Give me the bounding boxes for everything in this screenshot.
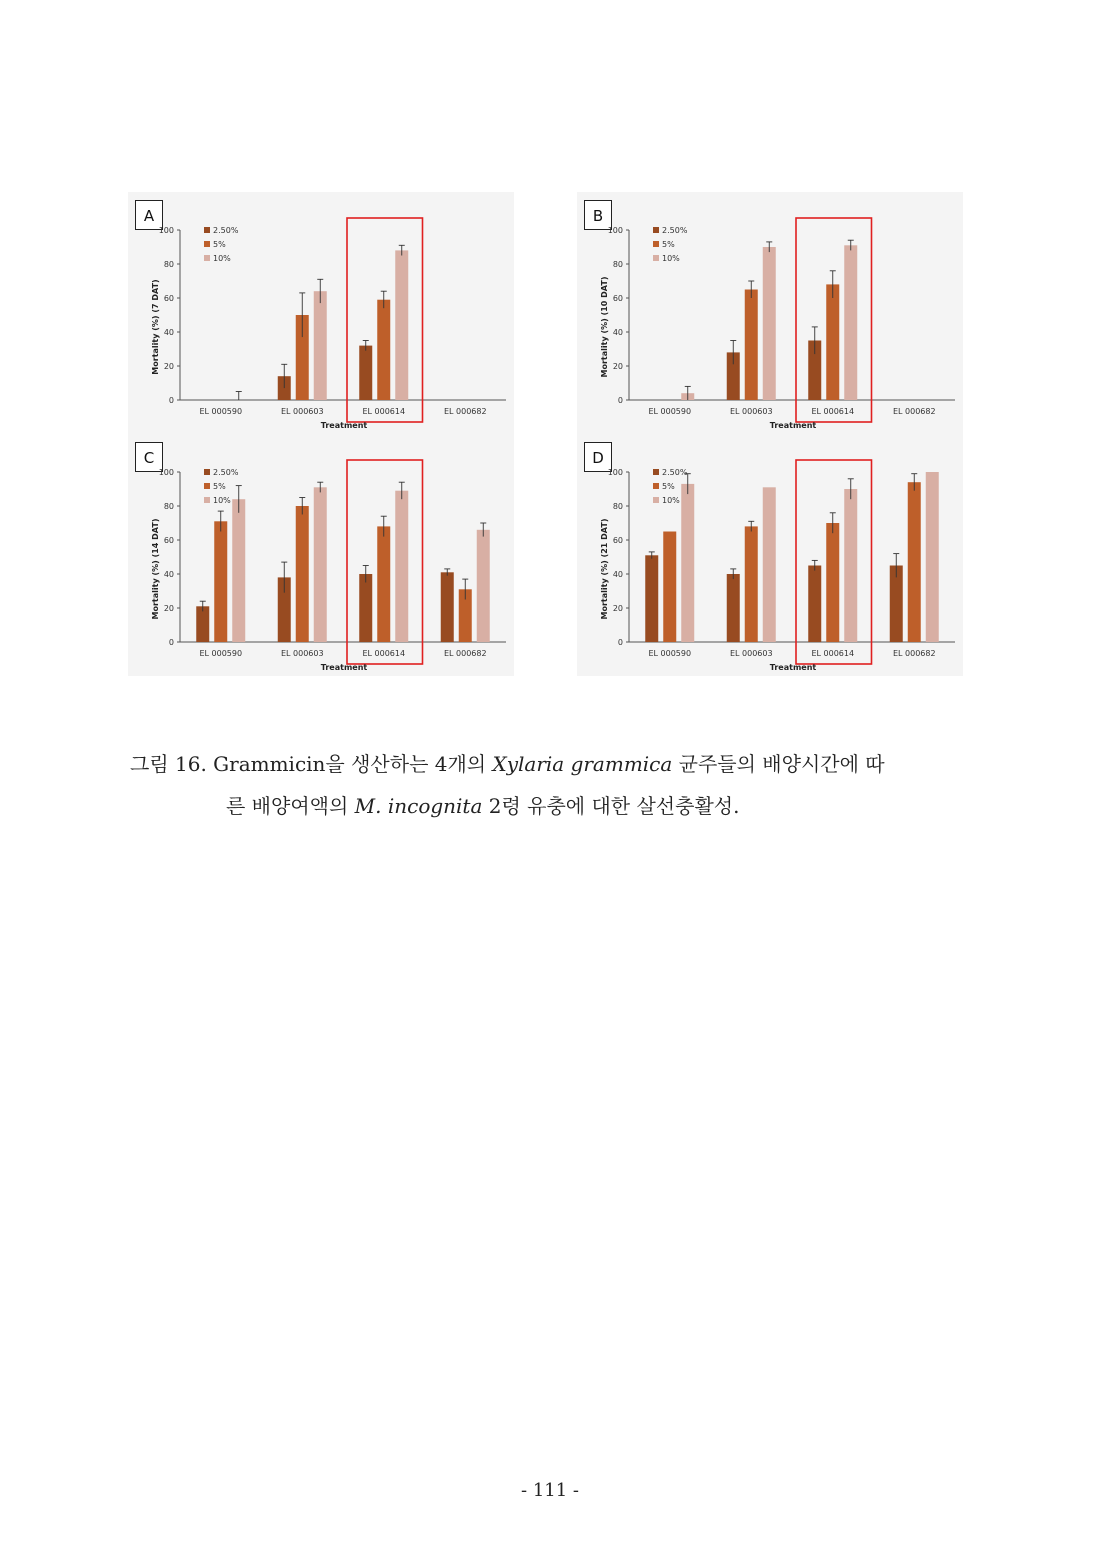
y-tick-label: 100 (607, 468, 623, 477)
bar (377, 526, 390, 642)
chart-panel-c (128, 434, 514, 676)
x-tick-label: EL 000590 (648, 407, 692, 416)
x-tick-label: EL 000603 (280, 407, 324, 416)
x-tick-label: EL 000614 (811, 649, 855, 658)
y-tick-label: 40 (612, 570, 623, 579)
bar (727, 574, 740, 642)
legend-label: 10% (662, 496, 680, 505)
y-tick-label: 100 (158, 468, 174, 477)
y-tick-label: 20 (163, 604, 174, 613)
mortality-bar-charts (128, 192, 964, 688)
caption-line1-prefix: 그림 16. Grammicin을 생산하는 4개의 (130, 752, 493, 776)
x-axis-title: Treatment (320, 421, 368, 430)
legend-swatch (653, 241, 659, 247)
y-tick-label: 60 (163, 536, 174, 545)
bar (844, 489, 857, 642)
chart-panel-d (577, 434, 963, 676)
y-tick-label: 60 (163, 294, 174, 303)
caption-line-1 (130, 743, 980, 785)
bar (441, 572, 454, 642)
bar (745, 290, 758, 401)
y-tick-label: 20 (612, 362, 623, 371)
legend-label: 5% (213, 482, 226, 491)
legend-swatch (653, 255, 659, 261)
legend-label: 5% (662, 482, 675, 491)
bar (477, 530, 490, 642)
y-tick-label: 0 (617, 396, 623, 405)
x-axis-title: Treatment (769, 663, 817, 672)
y-tick-label: 0 (617, 638, 623, 647)
y-axis-title: Mortality (%) (14 DAT) (151, 518, 160, 620)
bar (808, 566, 821, 643)
caption-line2-prefix: 른 배양여액의 (226, 794, 355, 818)
y-tick-label: 80 (163, 260, 174, 269)
y-tick-label: 0 (168, 396, 174, 405)
y-tick-label: 40 (612, 328, 623, 337)
x-tick-label: EL 000682 (443, 649, 487, 658)
y-tick-label: 60 (612, 536, 623, 545)
y-tick-label: 80 (612, 502, 623, 511)
legend-label: 5% (662, 240, 675, 249)
legend-swatch (204, 497, 210, 503)
y-axis-title: Mortality (%) (7 DAT) (151, 279, 160, 375)
x-tick-label: EL 000614 (362, 407, 406, 416)
bar (359, 574, 372, 642)
bar (196, 606, 209, 642)
caption-species-xylaria: Xylaria grammica (492, 752, 673, 776)
panel-label: C (143, 449, 155, 467)
legend-swatch (204, 483, 210, 489)
x-tick-label: EL 000590 (199, 649, 243, 658)
figure-caption (130, 743, 980, 827)
bar (844, 245, 857, 400)
y-tick-label: 20 (612, 604, 623, 613)
caption-line1-suffix: 균주들의 배양시간에 따 (672, 752, 885, 776)
x-tick-label: EL 000590 (199, 407, 243, 416)
bar (214, 521, 227, 642)
y-tick-label: 80 (163, 502, 174, 511)
y-axis-title: Mortality (%) (10 DAT) (600, 276, 609, 378)
bar (232, 499, 245, 642)
y-tick-label: 20 (163, 362, 174, 371)
legend-label: 2.50% (662, 468, 688, 477)
legend-label: 5% (213, 240, 226, 249)
bar (826, 284, 839, 400)
x-tick-label: EL 000682 (892, 649, 936, 658)
x-tick-label: EL 000682 (443, 407, 487, 416)
panel-label: D (592, 449, 604, 467)
legend-swatch (653, 497, 659, 503)
legend-label: 2.50% (213, 226, 239, 235)
x-axis-title: Treatment (769, 421, 817, 430)
bar (645, 555, 658, 642)
bar (314, 291, 327, 400)
legend-swatch (204, 241, 210, 247)
legend-swatch (653, 227, 659, 233)
legend-swatch (204, 255, 210, 261)
figure-panels (128, 192, 964, 688)
bar (377, 300, 390, 400)
bar (763, 247, 776, 400)
legend-swatch (204, 227, 210, 233)
legend-swatch (204, 469, 210, 475)
bar (908, 482, 921, 642)
bar (359, 346, 372, 400)
legend-swatch (653, 469, 659, 475)
caption-line-2 (130, 785, 980, 827)
y-tick-label: 40 (163, 570, 174, 579)
y-tick-label: 60 (612, 294, 623, 303)
y-tick-label: 80 (612, 260, 623, 269)
y-tick-label: 100 (607, 226, 623, 235)
bar (745, 526, 758, 642)
legend-label: 10% (213, 254, 231, 263)
y-tick-label: 40 (163, 328, 174, 337)
bar (395, 491, 408, 642)
bar (763, 487, 776, 642)
bar (395, 250, 408, 400)
panel-label: A (143, 207, 155, 225)
y-tick-label: 0 (168, 638, 174, 647)
bar (681, 484, 694, 642)
x-axis-title: Treatment (320, 663, 368, 672)
x-tick-label: EL 000590 (648, 649, 692, 658)
bar (314, 487, 327, 642)
chart-panel-a (128, 192, 514, 434)
x-tick-label: EL 000603 (280, 649, 324, 658)
legend-swatch (653, 483, 659, 489)
x-tick-label: EL 000614 (362, 649, 406, 658)
bar (926, 472, 939, 642)
y-tick-label: 100 (158, 226, 174, 235)
legend-label: 10% (662, 254, 680, 263)
x-tick-label: EL 000682 (892, 407, 936, 416)
y-axis-title: Mortality (%) (21 DAT) (600, 518, 609, 620)
bar (663, 532, 676, 643)
x-tick-label: EL 000603 (729, 649, 773, 658)
legend-label: 2.50% (213, 468, 239, 477)
caption-species-incognita: M. incognita (354, 794, 483, 818)
panel-label: B (592, 207, 604, 225)
x-tick-label: EL 000603 (729, 407, 773, 416)
chart-panel-b (577, 192, 963, 434)
x-tick-label: EL 000614 (811, 407, 855, 416)
legend-label: 10% (213, 496, 231, 505)
bar (296, 506, 309, 642)
page-number: - 111 - (521, 1480, 579, 1501)
legend-label: 2.50% (662, 226, 688, 235)
caption-line2-suffix: 2령 유충에 대한 살선충활성. (482, 794, 740, 818)
bar (826, 523, 839, 642)
